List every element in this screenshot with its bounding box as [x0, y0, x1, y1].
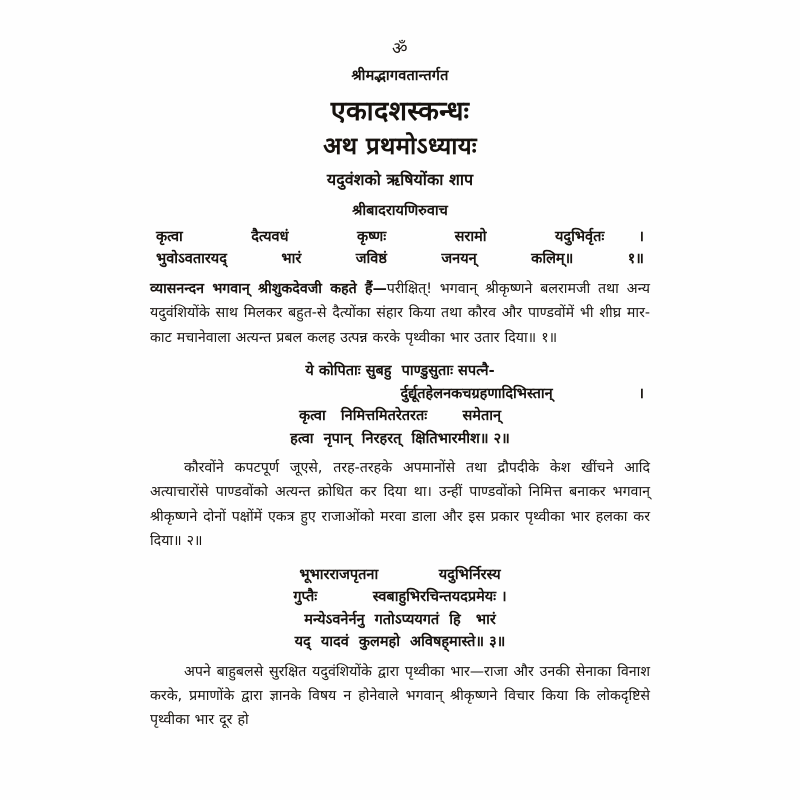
chapter-title-skandha: एकादशस्कन्धः — [330, 96, 470, 127]
verse-line: मन्येऽवनेर्ननु गतोऽप्ययगतं हि भारं — [304, 611, 496, 628]
verse-line: कृत्वा निमित्तमितरेतरतः समेतान् — [298, 408, 502, 425]
verse-line: र्दुर्द्यूतहेलनकचग्रहणादिभिस्तान् । — [400, 385, 644, 402]
verse-block-1 — [150, 226, 650, 271]
verse-line: भूभारराजपृतना यदुभिर्निरस्य — [299, 566, 501, 583]
verse-block-2 — [150, 360, 650, 450]
commentary-lead-in: व्यासनन्दन भगवान् श्रीशुकदेवजी कहते हैं— — [150, 280, 387, 297]
commentary-text: परीक्षित्! भगवान् श्रीकृष्णने बलरामजी तथा अन्य यदुवंशियोंके साथ मिलकर बहुत-से दैत्योंका संहार किया तथा कौरव और पाण्डवोंमें भी शीघ्र मार-काट मचानेवाला अत्यन्त प्रबल कलह उत्पन्न करके पृथ्वीका भार उतार दिया॥ १॥ — [150, 280, 650, 346]
speaker-attribution: श्रीबादरायणिरुवाच — [352, 202, 448, 219]
verse-line: हत्वा नृपान् निरहरत् क्षितिभारमीश॥ २॥ — [290, 430, 510, 447]
commentary-paragraph-1 — [150, 277, 650, 350]
verse-line: ये कोपिताः सुबहु पाण्डुसुताः सपत्नै- — [305, 363, 495, 380]
verse-line: भुवोऽवतारयद् भारं जविष्ठं जनयन् कलिम्॥ १॥ — [156, 251, 644, 268]
verse-block-3 — [150, 564, 650, 654]
chapter-subtitle: यदुवंशको ऋषियोंका शाप — [326, 169, 474, 189]
verse-line: यद् यादवं कुलमहो अविषह्‌मास्ते॥ ३॥ — [294, 634, 506, 651]
pre-title: श्रीमद्भागवतान्तर्गत — [351, 68, 449, 84]
chapter-title-adhyaya: अथ प्रथमोऽध्यायः — [323, 131, 477, 160]
verse-line: कृत्वा दैत्यवधं कृष्णः सरामो यदुभिर्वृतः । — [156, 228, 644, 245]
verse-line: गुप्तैः स्वबाहुभिरचिन्तयदप्रमेयः । — [293, 589, 507, 606]
commentary-paragraph-3: अपने बाहुबलसे सुरक्षित यदुवंशियोंके द्वारा पृथ्वीका भार—राजा और उनकी सेनाका विनाश करके, प्रमाणोंके द्वारा ज्ञानके विषय न होनेवाले भगवान् श्रीकृष्णने विचार किया कि लोकदृष्टिसे पृथ्वीका भार दूर हो — [150, 663, 650, 729]
commentary-paragraph-2: कौरवोंने कपटपूर्ण जूएसे, तरह-तरहके अपमानोंसे तथा द्रौपदीके केश खींचने आदि अत्याचारोंसे पाण्डवोंको अत्यन्त क्रोधित कर दिया था। उन्हीं पाण्डवोंको निमित्त बनाकर भगवान् श्रीकृष्णने दोनों पक्षोंमें एकत्र हुए राजाओंको मरवा डाला और इस प्रकार पृथ्वीका भार हलका कर दिया॥ २॥ — [150, 460, 650, 550]
om-symbol: ॐ — [391, 39, 408, 59]
